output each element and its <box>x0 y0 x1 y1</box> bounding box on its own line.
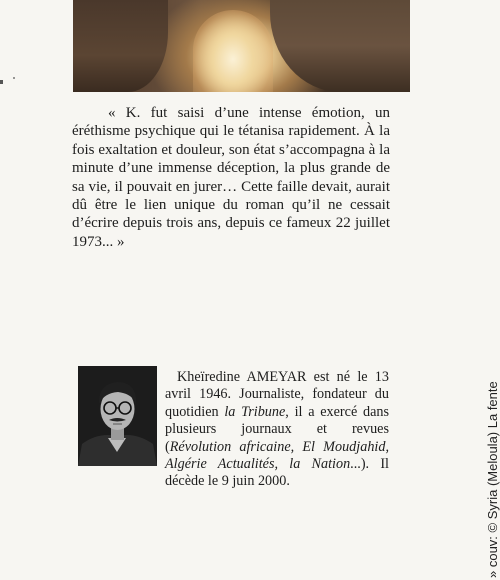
edge-mark <box>0 80 3 84</box>
author-bio <box>165 369 389 491</box>
bio-newspaper-name: la Tribune <box>224 403 286 420</box>
bio-reviews-list: Révolution africaine, El Moudjahid, Algérie Actualités, la Nation <box>165 438 389 473</box>
speck <box>13 77 15 79</box>
bio-text-part2: , il a exercé dans plusieurs journaux et revues ( <box>165 403 390 455</box>
bio-text-part3: ...). Il décède le 9 juin 2000. <box>165 456 389 490</box>
quote-text: « K. fut saisi d’une intense émotion, un éréthisme psychique qui le tétanisa rapidement. À la fois exaltation et douleur, son état s’accompagna à la minute d’une immense déception, la plus grande de sa vie, il pouvait en jurer… Cette faille devait, aurait dû être le lien unique du roman qu’il ne cessait d’écrire depuis trois ans, depuis ce fameux 22 juillet 1973... » <box>72 105 390 250</box>
cover-photo <box>73 0 410 92</box>
back-cover-quote <box>72 104 390 251</box>
cave-opening-light <box>193 10 273 92</box>
cave-rock-left <box>73 0 168 92</box>
cave-rock-right <box>270 0 410 92</box>
bio-text-part1: Kheïredine AMEYAR est né le 13 avril 1946. Journaliste, fondateur du quotidien <box>165 369 389 420</box>
cover-credit: » couv: © Syria (Meloula) La fente <box>485 381 500 578</box>
author-photo <box>78 366 157 466</box>
